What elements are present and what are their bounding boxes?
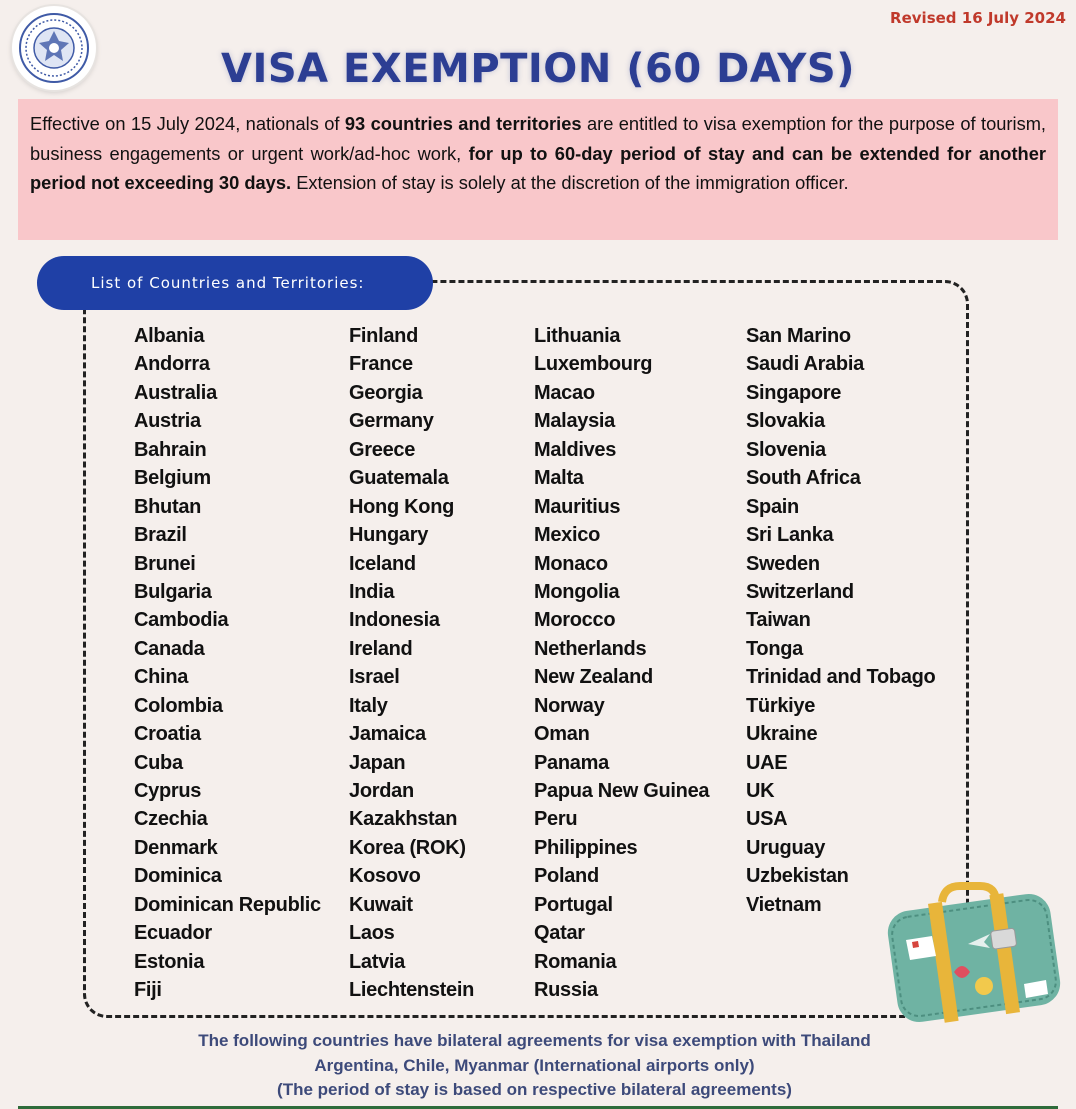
country-item: Japan bbox=[349, 751, 406, 774]
country-item: Germany bbox=[349, 410, 434, 433]
country-item: Kosovo bbox=[349, 865, 421, 888]
page-title: VISA EXEMPTION (60 DAYS) bbox=[221, 46, 855, 92]
notice-text: Extension of stay is solely at the discretion of the immigration officer. bbox=[291, 172, 849, 193]
country-item: Hungary bbox=[349, 524, 429, 547]
country-item: Lithuania bbox=[534, 325, 621, 347]
country-item: Colombia bbox=[134, 694, 223, 717]
country-item: Cyprus bbox=[134, 780, 202, 802]
country-item: Albania bbox=[134, 325, 205, 347]
country-item: Cambodia bbox=[134, 609, 229, 632]
country-column-3 bbox=[534, 322, 709, 1005]
country-item: Croatia bbox=[134, 723, 201, 746]
country-item: Andorra bbox=[134, 353, 210, 376]
country-item: Denmark bbox=[134, 836, 218, 859]
list-heading: List of Countries and Territories: bbox=[37, 256, 433, 310]
country-item: Tonga bbox=[746, 637, 804, 660]
country-column-2 bbox=[349, 322, 474, 1005]
country-item: Uzbekistan bbox=[746, 865, 849, 888]
country-item: Indonesia bbox=[349, 609, 440, 632]
country-item: Israel bbox=[349, 666, 400, 689]
country-item: Brazil bbox=[134, 524, 187, 547]
country-item: UK bbox=[746, 780, 775, 802]
country-item: Australia bbox=[134, 381, 217, 404]
country-item: Uruguay bbox=[746, 836, 826, 859]
notice-box bbox=[18, 99, 1058, 240]
country-item: Sri Lanka bbox=[746, 524, 834, 547]
country-item: Dominican Republic bbox=[134, 893, 321, 916]
country-item: Sweden bbox=[746, 552, 820, 575]
country-item: San Marino bbox=[746, 325, 851, 347]
country-item: Portugal bbox=[534, 893, 613, 916]
country-item: Iceland bbox=[349, 552, 416, 575]
country-item: Canada bbox=[134, 637, 205, 660]
country-item: Ireland bbox=[349, 637, 413, 660]
country-item: Macao bbox=[534, 381, 595, 404]
country-item: Norway bbox=[534, 694, 605, 717]
country-item: Mauritius bbox=[534, 495, 621, 518]
country-item: Singapore bbox=[746, 381, 842, 404]
country-item: Mongolia bbox=[534, 580, 620, 603]
country-item: Peru bbox=[534, 808, 578, 831]
country-item: Malta bbox=[534, 467, 584, 490]
country-item: Ukraine bbox=[746, 723, 818, 746]
country-item: Bhutan bbox=[134, 495, 202, 518]
suitcase-icon bbox=[884, 880, 1064, 1030]
country-item: Bahrain bbox=[134, 438, 207, 461]
country-item: Latvia bbox=[349, 950, 406, 973]
revised-date: Revised 16 July 2024 bbox=[890, 9, 1066, 27]
country-item: Mexico bbox=[534, 524, 601, 547]
country-column-4 bbox=[746, 322, 935, 919]
country-item: Austria bbox=[134, 410, 201, 433]
country-item: Guatemala bbox=[349, 467, 449, 490]
country-item: Greece bbox=[349, 438, 416, 461]
country-item: Poland bbox=[534, 865, 599, 888]
bilateral-note bbox=[0, 1029, 1069, 1103]
country-item: Brunei bbox=[134, 552, 196, 575]
country-item: Philippines bbox=[534, 836, 638, 859]
country-item: Kuwait bbox=[349, 893, 413, 916]
country-item: South Africa bbox=[746, 467, 861, 490]
country-item: Cuba bbox=[134, 751, 183, 774]
country-item: Czechia bbox=[134, 808, 208, 831]
country-item: Netherlands bbox=[534, 637, 647, 660]
country-item: Georgia bbox=[349, 381, 423, 404]
country-item: Liechtenstein bbox=[349, 979, 475, 1002]
country-item: Dominica bbox=[134, 865, 222, 888]
country-item: USA bbox=[746, 808, 788, 831]
country-item: Italy bbox=[349, 694, 388, 717]
country-item: Fiji bbox=[134, 979, 162, 1002]
country-item: Estonia bbox=[134, 950, 205, 973]
country-item: India bbox=[349, 580, 395, 603]
country-item: New Zealand bbox=[534, 666, 653, 689]
country-item: Trinidad and Tobago bbox=[746, 666, 936, 689]
country-item: China bbox=[134, 666, 189, 689]
country-item: UAE bbox=[746, 751, 788, 774]
country-item: Jordan bbox=[349, 780, 414, 802]
country-item: Switzerland bbox=[746, 580, 854, 603]
country-item: Bulgaria bbox=[134, 580, 212, 603]
country-item: Belgium bbox=[134, 467, 211, 490]
country-item: Malaysia bbox=[534, 410, 615, 433]
country-item: Luxembourg bbox=[534, 353, 653, 376]
country-item: Laos bbox=[349, 922, 395, 945]
country-item: Slovakia bbox=[746, 410, 825, 433]
country-item: France bbox=[349, 353, 413, 376]
country-item: Romania bbox=[534, 950, 617, 973]
country-item: Russia bbox=[534, 979, 598, 1002]
country-item: Ecuador bbox=[134, 922, 212, 945]
country-item: Jamaica bbox=[349, 723, 426, 746]
notice-highlight: for up to 60-day period of stay and can be extended for another period not exceeding 30 days. bbox=[30, 142, 1046, 193]
country-item: Türkiye bbox=[746, 694, 816, 717]
country-item: Korea (ROK) bbox=[349, 836, 466, 859]
notice-highlight: 93 countries and territories bbox=[344, 113, 582, 134]
bilateral-heading: The following countries have bilateral agreements for visa exemption with Thailand bbox=[198, 1031, 871, 1050]
bilateral-stay-note: (The period of stay is based on respective bilateral agreements) bbox=[277, 1080, 792, 1099]
country-item: Taiwan bbox=[746, 609, 811, 632]
country-item: Qatar bbox=[534, 922, 585, 945]
country-item: Monaco bbox=[534, 552, 608, 575]
country-item: Vietnam bbox=[746, 893, 822, 916]
country-item: Finland bbox=[349, 325, 419, 347]
country-item: Kazakhstan bbox=[349, 808, 458, 831]
country-column-1 bbox=[134, 322, 321, 1005]
notice-text: are entitled to visa exemption for the purpose of tourism, business engagements or urgent work/ad-hoc work, bbox=[30, 113, 1047, 164]
country-item: Oman bbox=[534, 723, 590, 746]
country-item: Maldives bbox=[534, 438, 617, 461]
country-item: Morocco bbox=[534, 609, 616, 632]
country-item: Saudi Arabia bbox=[746, 353, 864, 376]
bilateral-countries: Argentina, Chile, Myanmar (International airports only) bbox=[314, 1055, 755, 1075]
country-item: Hong Kong bbox=[349, 495, 455, 518]
notice-text: Effective on 15 July 2024, nationals of bbox=[30, 113, 345, 134]
country-item: Panama bbox=[534, 751, 609, 774]
country-item: Slovenia bbox=[746, 438, 826, 461]
country-item: Spain bbox=[746, 495, 799, 518]
country-item: Papua New Guinea bbox=[534, 780, 710, 802]
